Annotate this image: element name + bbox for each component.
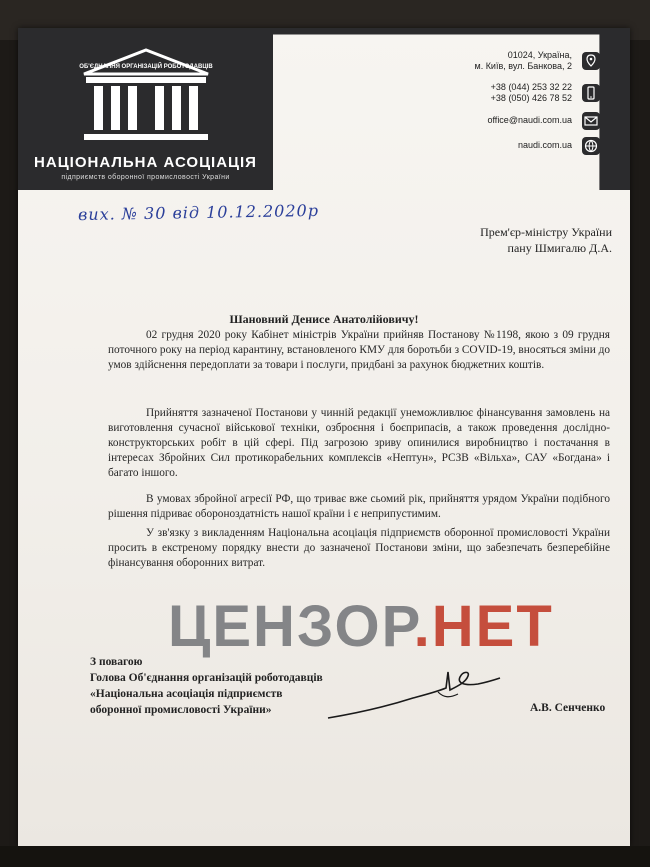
location-pin-icon	[582, 52, 600, 70]
phone-1[interactable]: +38 (044) 253 32 22	[490, 82, 572, 92]
paragraph-1: 02 грудня 2020 року Кабінет міністрів України прийняв Постанову №1198, якою з 09 грудня поточного року на період карантину, встановленого КМУ для боротьби з COVID-19, вносяться зміни до умов здійснення передоплати за товари і послуги, придбані за рахунок бюджетних коштів.	[108, 329, 610, 371]
logo-arc-text: ОБ'ЄДНАННЯ ОРГАНІЗАЦІЙ РОБОТОДАВЦІВ	[79, 64, 213, 70]
phone-icon	[582, 84, 600, 102]
paragraph-3: В умовах збройної агресії РФ, що триває вже сьомий рік, прийняття урядом України подібного рішення підриває обороноздатність нашої країни і є неприпустимим.	[108, 493, 610, 520]
salutation: Шановний Денисе Анатолійовичу!	[229, 312, 419, 326]
closing-line-1: З повагою	[90, 656, 143, 668]
contact-website[interactable]: naudi.com.ua	[517, 140, 572, 150]
addressee-line-2: пану Шмигалю Д.А.	[507, 241, 612, 255]
globe-icon	[582, 137, 600, 155]
desk-background-bottom	[0, 846, 650, 867]
watermark-dot: .	[413, 594, 432, 659]
contact-email[interactable]: office@naudi.com.ua	[487, 115, 572, 125]
closing-line-3: «Національна асоціація підприємств	[90, 688, 283, 700]
signer-name: А.В. Сенченко	[530, 702, 606, 714]
phone-2[interactable]: +38 (050) 426 78 52	[490, 93, 572, 103]
contact-phones	[491, 82, 572, 104]
handwritten-signature	[318, 668, 518, 728]
letterhead-logo-block	[18, 34, 273, 190]
association-subtitle: підприємств оборонної промисловості України	[61, 174, 230, 181]
contact-address	[475, 50, 573, 72]
address-line-1: 01024, Україна,	[507, 50, 572, 60]
censor-net-watermark	[168, 593, 554, 660]
address-line-2: м. Київ, вул. Банкова, 2	[474, 61, 572, 71]
building-columns-icon	[76, 46, 216, 146]
paragraph-4: У зв'язку з викладенням Національна асоціація підприємств оборонної промисловості України просить в екстреному порядку внести до зазначеної Постанови зміни, що забезпечать безперебійне фінансування оборонних витрат.	[108, 527, 610, 569]
email-icon	[582, 112, 600, 130]
watermark-word: ЦЕНЗОР	[168, 594, 414, 659]
watermark-tld: НЕТ	[431, 594, 554, 659]
addressee-block	[480, 224, 612, 256]
association-title: НАЦІОНАЛЬНА АСОЦІАЦІЯ	[34, 154, 257, 171]
closing-line-2: Голова Об'єднання організацій роботодавців	[90, 672, 323, 684]
addressee-line-1: Прем'єр-міністру України	[480, 225, 612, 239]
closing-line-4: оборонної промисловості України»	[90, 704, 272, 716]
letter-page	[18, 28, 630, 846]
handwritten-outgoing-number: вих. № 30 від 10.12.2020р	[77, 200, 320, 225]
paragraph-2: Прийняття зазначеної Постанови у чинній редакції унеможливлює фінансування замовлень на виготовлення сучасної військової техніки, озброєння і боєприпасів, а також проведення дослідно-конструкторських робіт в цій сфері. Під загрозою зриву опинилися виробництво і постачання в інтересах Збройних Сил протикорабельних комплексів «Нептун», РСЗВ «Вільха», САУ «Богдана» і багато іншого.	[108, 407, 610, 479]
closing-block	[90, 654, 323, 718]
